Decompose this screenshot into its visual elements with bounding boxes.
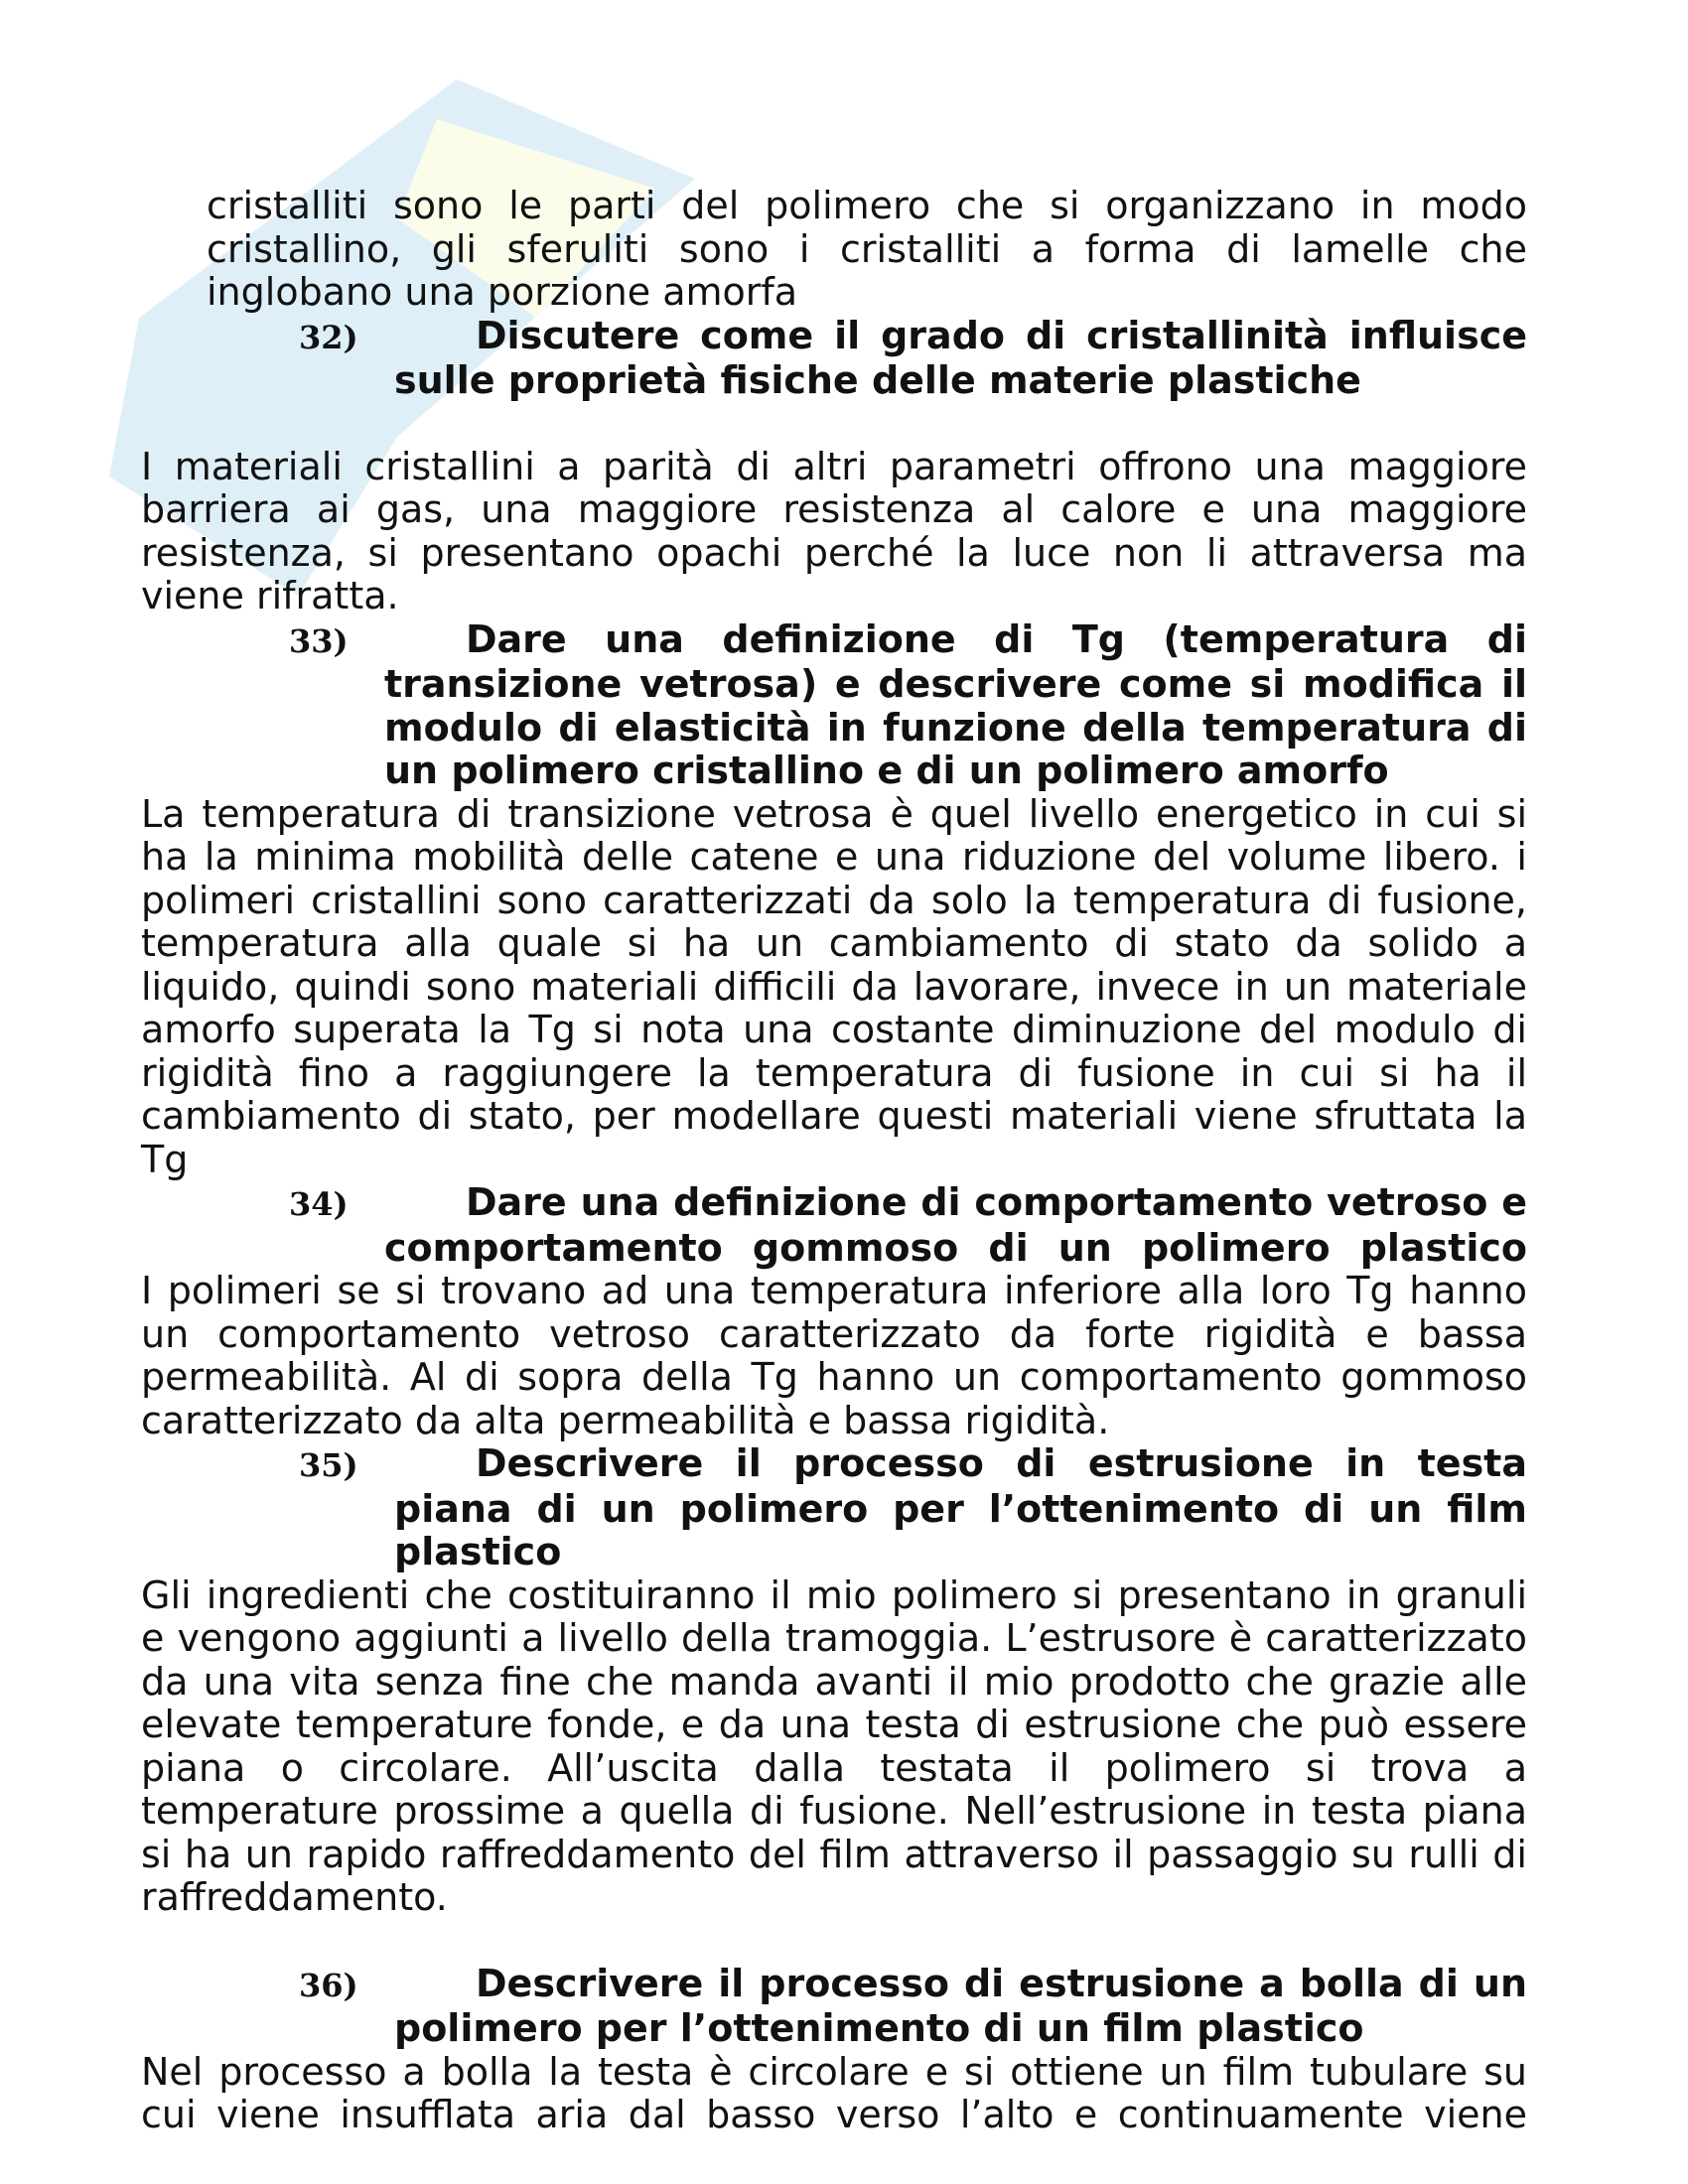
question-33 xyxy=(141,618,1527,793)
question-32 xyxy=(141,315,1527,403)
question-35 xyxy=(141,1442,1527,1574)
answer-34: I polimeri se si trovano ad una temperatura inferiore alla loro Tg hanno un comportamento vetroso caratterizzato da forte rigidità e bassa permeabilità. Al di sopra della Tg hanno un comportamento gommoso caratterizzato da alta permeabilità e bassa rigidità. xyxy=(141,1269,1527,1442)
spacer xyxy=(141,1920,1527,1963)
question-text: Dare una definizione di Tg (temperatura di transizione vetrosa) e descrivere come si modifica il modulo di elasticità in funzione della temperatura di un polimero cristallino e di un polimero amorfo xyxy=(384,616,1527,792)
question-36 xyxy=(141,1963,1527,2051)
question-text: Descrivere il processo di estrusione in testa piana di un polimero per l’ottenimento di un film plastico xyxy=(394,1441,1527,1573)
document-page xyxy=(141,185,1527,2137)
question-number: 34) xyxy=(289,1185,349,1223)
question-number: 32) xyxy=(299,318,358,356)
answer-36: Nel processo a bolla la testa è circolare e si ottiene un film tubulare su cui viene insufflata aria dal basso verso l’alto e continuamente viene xyxy=(141,2049,1527,2136)
question-text: Dare una definizione di comportamento vetroso e comportamento gommoso di un polimero plastico xyxy=(384,1180,1527,1270)
answer-32: I materiali cristallini a parità di altri parametri offrono una maggiore barriera ai gas, una maggiore resistenza al calore e una maggiore resistenza, si presentano opachi perché la luce non li attraversa ma viene rifratta. xyxy=(141,444,1527,617)
question-number: 35) xyxy=(299,1446,358,1484)
answer-33: La temperatura di transizione vetrosa è quel livello energetico in cui si ha la minima mobilità delle catene e una riduzione del volume libero. i polimeri cristallini sono caratterizzati da solo la temperatura di fusione, temperatura alla quale si ha un cambiamento di stato da solido a liquido, quindi sono materiali difficili da lavorare, invece in un materiale amorfo superata la Tg si nota una costante diminuzione del modulo di rigidità fino a raggiungere la temperatura di fusione in cui si ha il cambiamento di stato, per modellare questi materiali viene sfruttata la Tg xyxy=(141,791,1527,1181)
question-number: 33) xyxy=(289,621,349,660)
answer-35: Gli ingredienti che costituiranno il mio polimero si presentano in granuli e vengono aggiunti a livello della tramoggia. L’estrusore è caratterizzato da una vita senza fine che manda avanti il mio prodotto che grazie alle elevate temperature fonde, e da una testa di estrusione che può essere piana o circolare. All’uscita dalla testata il polimero si trova a temperature prossime a quella di fusione. Nell’estrusione in testa piana si ha un rapido raffreddamento del film attraverso il passaggio su rulli di raffreddamento. xyxy=(141,1572,1527,1919)
question-number: 36) xyxy=(299,1966,358,2004)
question-34 xyxy=(141,1181,1527,1270)
intro-paragraph: cristalliti sono le parti del polimero che si organizzano in modo cristallino, gli sferuliti sono i cristalliti a forma di lamelle che inglobano una porzione amorfa xyxy=(207,184,1527,314)
spacer xyxy=(141,403,1527,446)
question-text: Descrivere il processo di estrusione a bolla di un polimero per l’ottenimento di un film plastico xyxy=(394,1961,1527,2050)
question-text: Discutere come il grado di cristallinità influisce sulle proprietà fisiche delle materie plastiche xyxy=(394,313,1527,402)
